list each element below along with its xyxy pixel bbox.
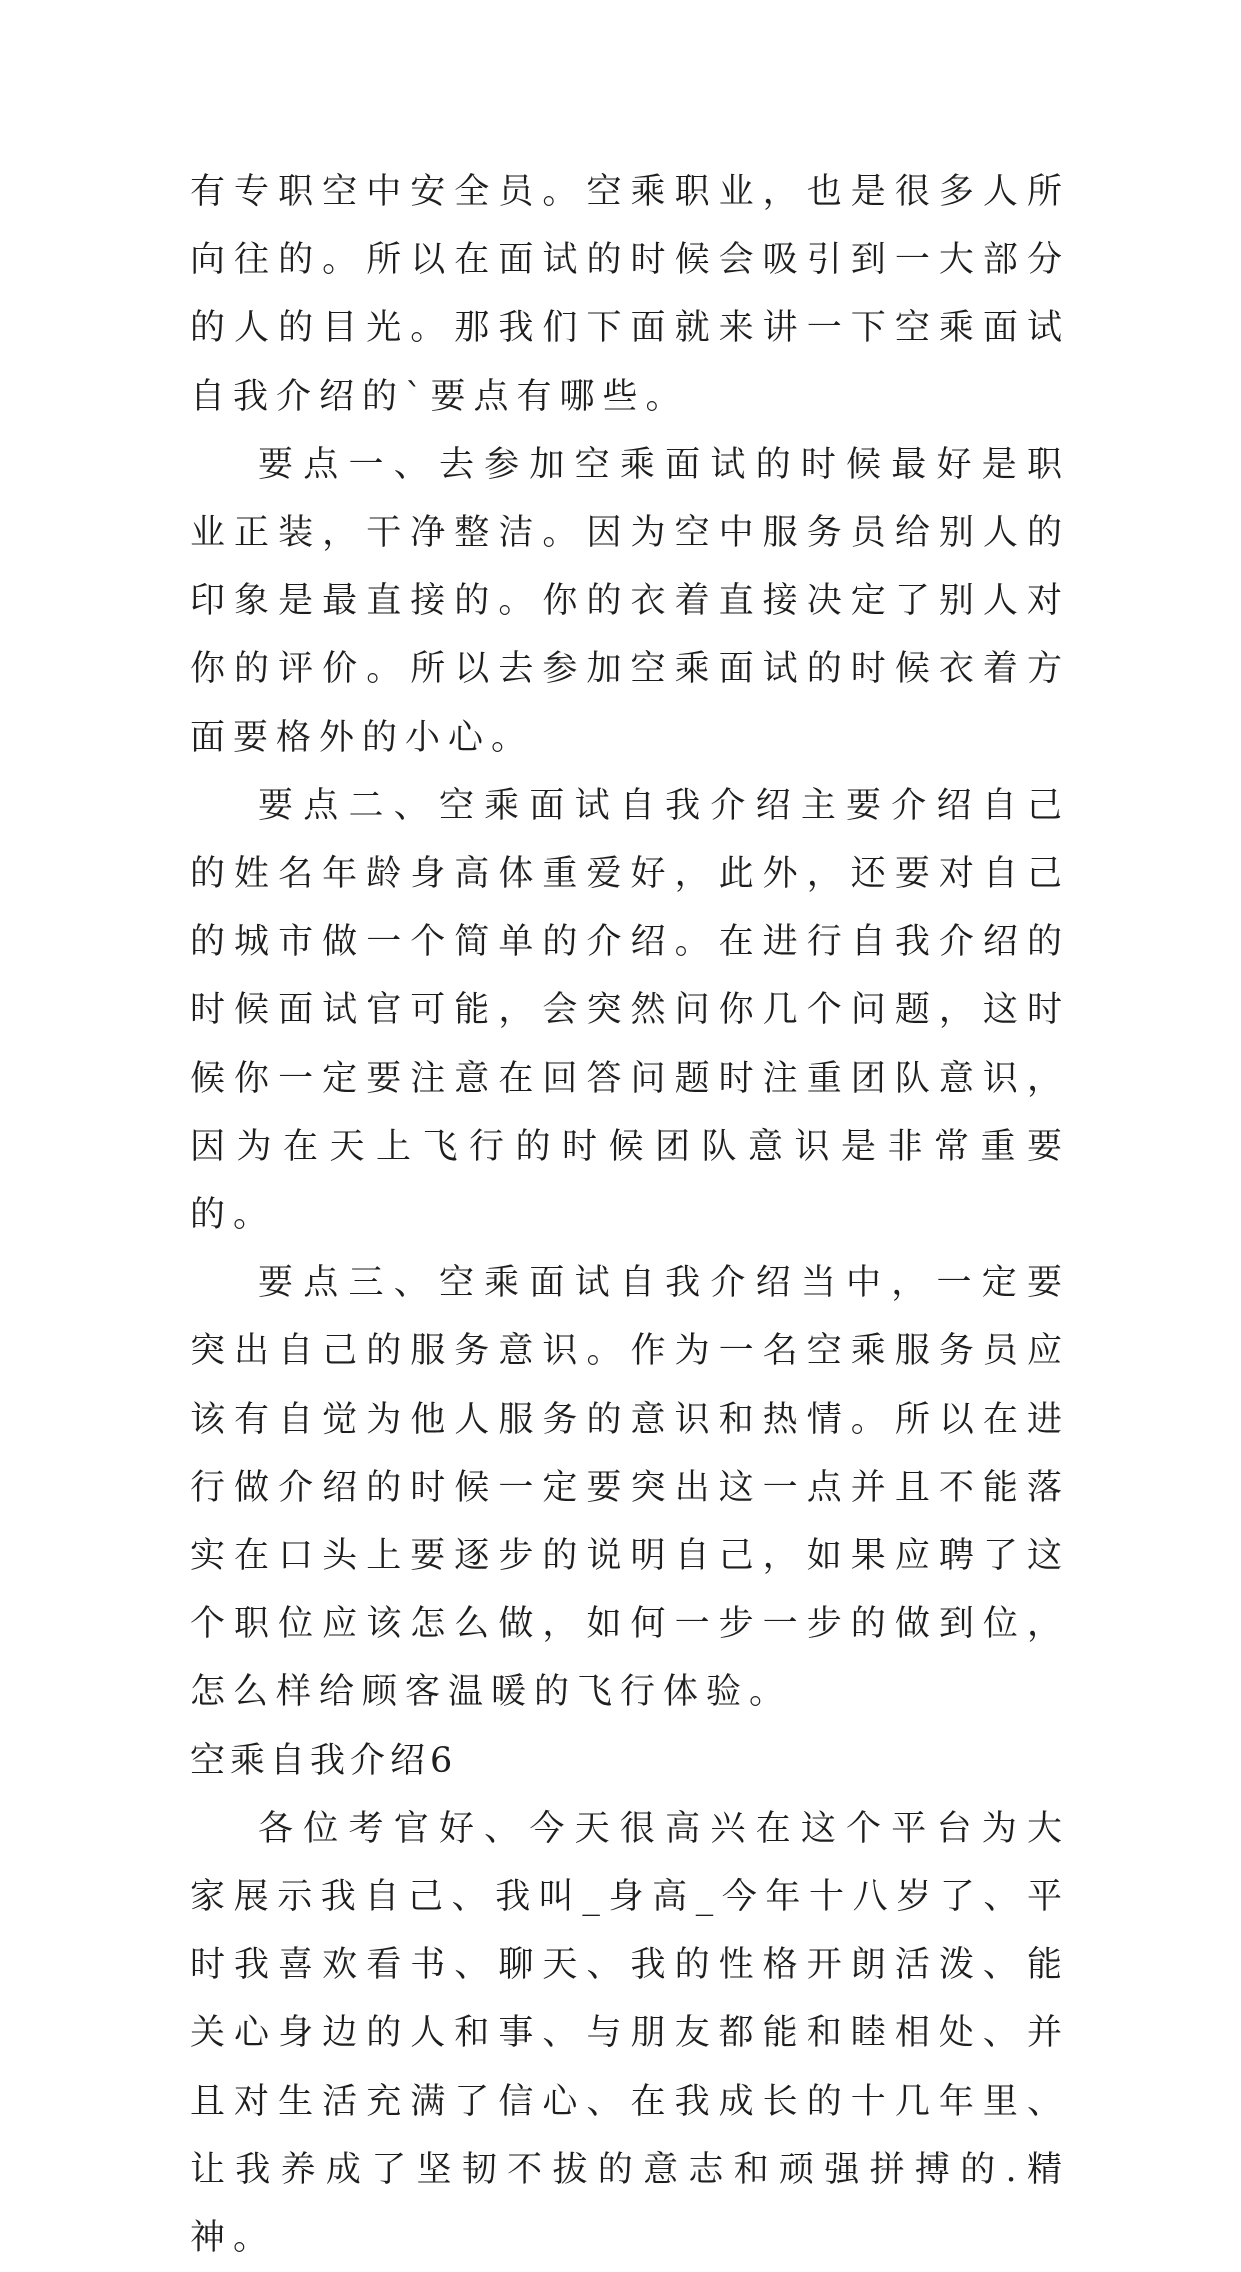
document-body <box>190 158 1070 2272</box>
paragraph-point-two: 要点二、空乘面试自我介绍主要介绍自己的姓名年龄身高体重爱好，此外，还要对自己的城市做一个简单的介绍。在进行自我介绍的时候面试官可能，会突然问你几个问题，这时候你一定要注意在回答问题时注重团队意识，因为在天上飞行的时候团队意识是非常重要的。 <box>190 785 1070 1236</box>
paragraph-intro: 有专职空中安全员。空乘职业，也是很多人所向往的。所以在面试的时候会吸引到一大部分的人的目光。那我们下面就来讲一下空乘面试自我介绍的`要点有哪些。 <box>190 172 1070 417</box>
paragraph-point-one: 要点一、去参加空乘面试的时候最好是职业正装，干净整洁。因为空中服务员给别人的印象是最直接的。你的衣着直接决定了别人对你的评价。所以去参加空乘面试的时候衣着方面要格外的小心。 <box>190 444 1070 758</box>
section-heading: 空乘自我介绍6 <box>190 1740 458 1781</box>
paragraph-point-three: 要点三、空乘面试自我介绍当中，一定要突出自己的服务意识。作为一名空乘服务员应该有自觉为他人服务的意识和热情。所以在进行做介绍的时候一定要突出这一点并且不能落实在口头上要逐步的说明自己，如果应聘了这个职位应该怎么做，如何一步一步的做到位，怎么样给顾客温暖的飞行体验。 <box>190 1263 1070 1713</box>
paragraph-self-introduction: 各位考官好、今天很高兴在这个平台为大家展示我自己、我叫_身高_今年十八岁了、平时我喜欢看书、聊天、我的性格开朗活泼、能关心身边的人和事、与朋友都能和睦相处、并且对生活充满了信心、在我成长的十几年里、让我养成了坚韧不拔的意志和顽强拼搏的.精神。 <box>190 1808 1070 2259</box>
